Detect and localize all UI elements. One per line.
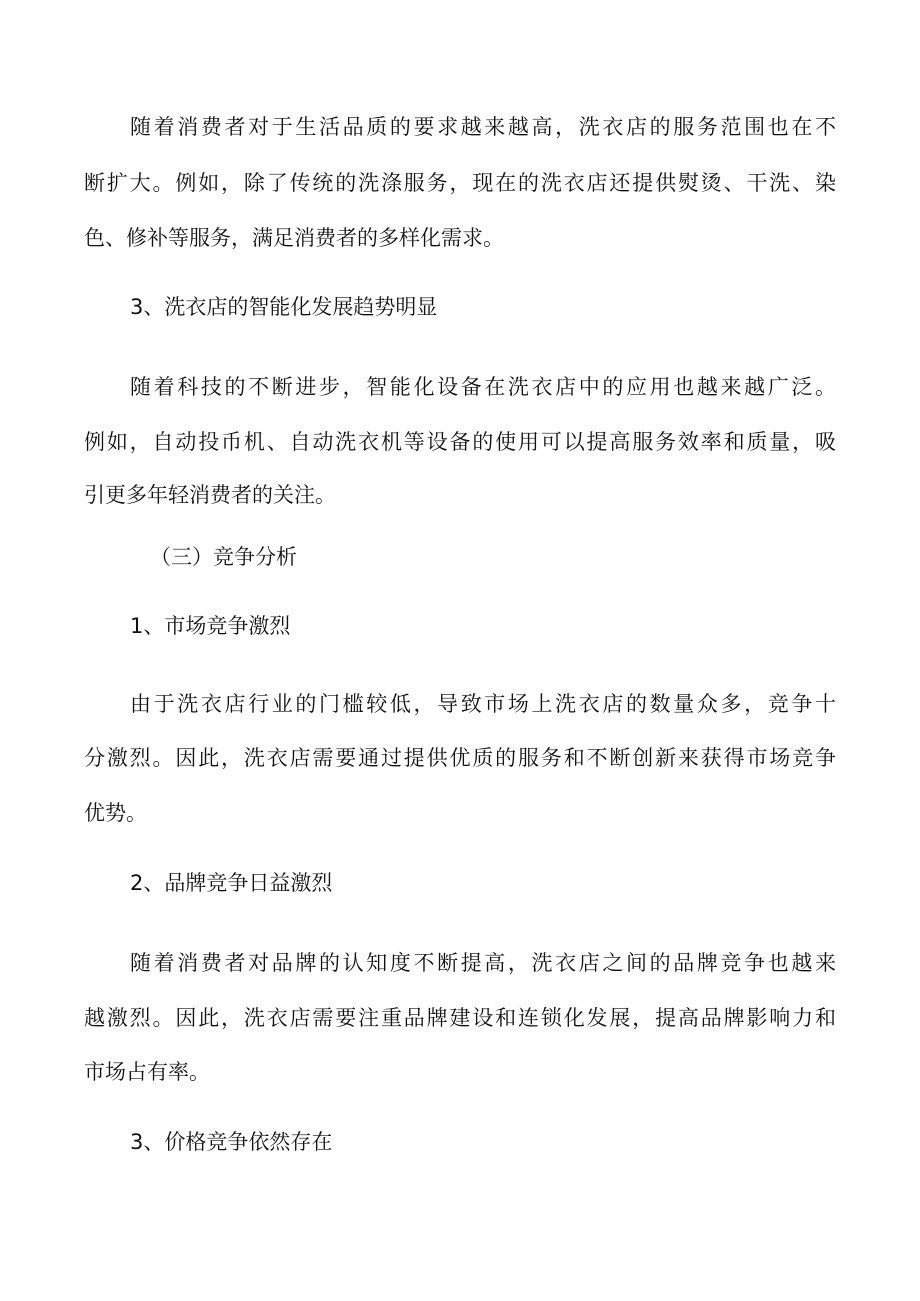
section-heading-competition-analysis: （三）竞争分析 — [150, 545, 297, 569]
heading-market-competition: 1、市场竞争激烈 — [130, 614, 291, 638]
paragraph-3-line-3: 优势。 — [84, 801, 147, 825]
paragraph-2-line-2: 例如，自动投币机、自动洗衣机等设备的使用可以提高服务效率和质量，吸 — [84, 430, 836, 454]
paragraph-4-line-1: 随着消费者对品牌的认知度不断提高，洗衣店之间的品牌竞争也越来 — [130, 951, 836, 975]
paragraph-3-line-1: 由于洗衣店行业的门槛较低，导致市场上洗衣店的数量众多，竞争十 — [130, 692, 836, 716]
heading-intelligent-trend: 3、洗衣店的智能化发展趋势明显 — [130, 295, 438, 319]
paragraph-2-line-1: 随着科技的不断进步，智能化设备在洗衣店中的应用也越来越广泛。 — [130, 375, 836, 399]
paragraph-4-line-2: 越激烈。因此，洗衣店需要注重品牌建设和连锁化发展，提高品牌影响力和 — [84, 1006, 836, 1030]
paragraph-1-line-3: 色、修补等服务，满足消费者的多样化需求。 — [84, 226, 504, 250]
paragraph-1-line-2: 断扩大。例如，除了传统的洗涤服务，现在的洗衣店还提供熨烫、干洗、染 — [84, 171, 836, 195]
paragraph-1-line-1: 随着消费者对于生活品质的要求越来越高，洗衣店的服务范围也在不 — [130, 115, 836, 139]
paragraph-3-line-2: 分激烈。因此，洗衣店需要通过提供优质的服务和不断创新来获得市场竞争 — [84, 746, 836, 770]
heading-brand-competition: 2、品牌竞争日益激烈 — [130, 871, 333, 895]
paragraph-4-line-3: 市场占有率。 — [84, 1060, 210, 1084]
heading-price-competition: 3、价格竞争依然存在 — [130, 1130, 333, 1154]
paragraph-2-line-3: 引更多年轻消费者的关注。 — [84, 483, 336, 507]
